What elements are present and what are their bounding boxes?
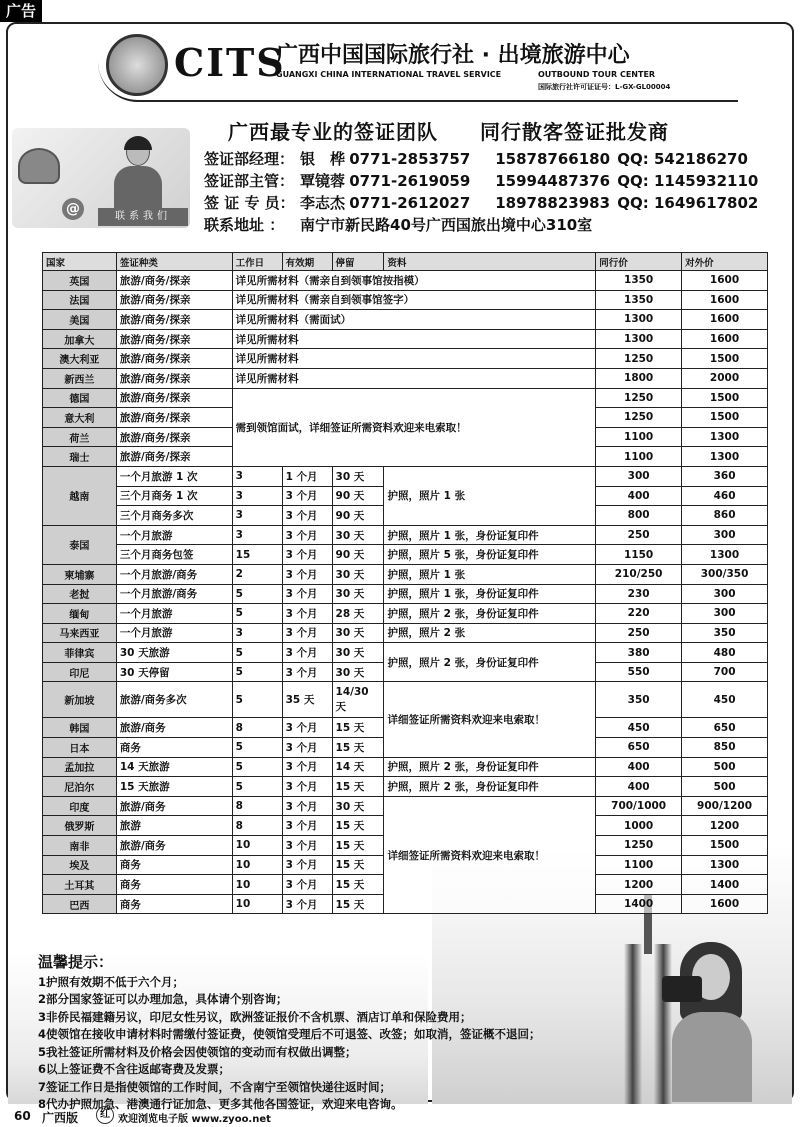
col-workdays: 工作日 bbox=[232, 253, 282, 271]
website-link[interactable]: 欢迎浏览电子版 www.zyoo.net bbox=[118, 1114, 271, 1125]
table-row: 南非 旅游/商务 10 3 个月 15 天 1250 1500 bbox=[43, 836, 768, 856]
page-footer bbox=[0, 1104, 800, 1127]
dept-name-en: OUTBOUND TOUR CENTER bbox=[538, 70, 656, 79]
slogan-1: 广西最专业的签证团队 bbox=[228, 120, 438, 144]
table-row: 日本 商务 5 3 个月 15 天 650 850 bbox=[43, 738, 768, 758]
table-row: 加拿大 旅游/商务/探亲 详见所需材料 1300 1600 bbox=[43, 329, 768, 349]
tips-section bbox=[38, 954, 541, 1114]
col-visa-type: 签证种类 bbox=[116, 253, 232, 271]
table-row: 菲律宾 30 天旅游 5 3 个月 30 天 护照，照片 2 张，身份证复印件 380 480 bbox=[43, 643, 768, 663]
page-number: 60 bbox=[14, 1109, 31, 1123]
table-header-row bbox=[43, 253, 768, 271]
col-country: 国家 bbox=[43, 253, 117, 271]
contact-us-button[interactable]: 联系我们 bbox=[98, 208, 188, 226]
tip-item: 8代办护照加急、港澳通行证加急、更多其他各国签证，欢迎来电咨询。 bbox=[38, 1097, 403, 1111]
col-documents: 资料 bbox=[384, 253, 596, 271]
col-stay: 停留 bbox=[332, 253, 384, 271]
contact-illustration bbox=[12, 128, 190, 228]
table-row: 三个月商务多次 3 3 个月 90 天 800 860 bbox=[43, 506, 768, 526]
address-row: 联系地址 ： 南宁市新民路40号广西国旅出境中心310室 bbox=[204, 216, 593, 234]
table-row: 新西兰 旅游/商务/探亲 详见所需材料 1800 2000 bbox=[43, 368, 768, 388]
telephone-icon bbox=[18, 148, 60, 184]
contact-row: 签证部经理： 银 桦 0771-2853757 15878766180 QQ: 542186270 bbox=[204, 150, 748, 168]
table-row: 越南 一个月旅游 1 次 3 1 个月 30 天 护照，照片 1 张 300 360 bbox=[43, 466, 768, 486]
table-row: 巴西 商务 10 3 个月 15 天 1400 1600 bbox=[43, 894, 768, 914]
table-row: 泰国 一个月旅游 3 3 个月 30 天 护照，照片 1 张，身份证复印件 250 300 bbox=[43, 525, 768, 545]
table-row: 澳大利亚 旅游/商务/探亲 详见所需材料 1250 1500 bbox=[43, 349, 768, 369]
ad-tag: 广告 bbox=[0, 0, 42, 22]
table-row: 马来西亚 一个月旅游 3 3 个月 30 天 护照，照片 2 张 250 350 bbox=[43, 623, 768, 643]
table-row: 孟加拉 14 天旅游 5 3 个月 14 天 护照，照片 2 张，身份证复印件 400 500 bbox=[43, 757, 768, 777]
table-row: 新加坡 旅游/商务多次 5 35 天 14/30 天 详细签证所需资料欢迎来电索取！ 350 450 bbox=[43, 682, 768, 718]
europe-note: 需到领馆面试，详细签证所需资料欢迎来电索取！ bbox=[232, 388, 596, 466]
tip-item: 7签证工作日是指使领馆的工作时间，不含南宁至领馆快递往返时间； bbox=[38, 1079, 391, 1094]
table-row: 俄罗斯 旅游 8 3 个月 15 天 1000 1200 bbox=[43, 816, 768, 836]
company-name-cn: 广西中国国际旅行社 · 出境旅游中心 bbox=[276, 43, 630, 68]
company-name-en: GUANGXI CHINA INTERNATIONAL TRAVEL SERVICE bbox=[276, 70, 502, 79]
tips-title: 温馨提示： bbox=[38, 953, 114, 971]
col-validity: 有效期 bbox=[282, 253, 332, 271]
tourist-photo bbox=[662, 942, 772, 1102]
slogan-2: 同行散客签证批发商 bbox=[480, 120, 669, 144]
table-row: 埃及 商务 10 3 个月 15 天 1100 1300 bbox=[43, 855, 768, 875]
tip-item: 3非侨民福建籍另议，印尼女性另议，欧洲签证报价不含机票、酒店订单和保险费用； bbox=[38, 1009, 472, 1024]
edition-label: 广西版 bbox=[42, 1111, 79, 1125]
logo-text: CITS bbox=[174, 40, 286, 85]
table-row: 荷兰 旅游/商务/探亲 1100 1300 bbox=[43, 427, 768, 447]
at-sign-icon: @ bbox=[62, 198, 84, 220]
table-row: 意大利 旅游/商务/探亲 1250 1500 bbox=[43, 408, 768, 428]
visa-price-table bbox=[42, 252, 768, 914]
tip-item: 2部分国家签证可以办理加急，具体请个别咨询； bbox=[38, 992, 288, 1006]
table-row: 法国 旅游/商务/探亲 详见所需材料（需亲自到领事馆签字） 1350 1600 bbox=[43, 290, 768, 310]
table-row: 土耳其 商务 10 3 个月 15 天 1200 1400 bbox=[43, 875, 768, 895]
table-row: 美国 旅游/商务/探亲 详见所需材料（需面试） 1300 1600 bbox=[43, 310, 768, 330]
tip-item: 5我社签证所需材料及价格会因使领馆的变动而有权做出调整； bbox=[38, 1044, 357, 1059]
table-row: 柬埔寨 一个月旅游/商务 2 3 个月 30 天 护照，照片 1 张 210/250 300/350 bbox=[43, 564, 768, 584]
table-row: 印度 旅游/商务 8 3 个月 30 天 详细签证所需资料欢迎来电索取！ 700/1000 900/1200 bbox=[43, 796, 768, 816]
tip-item: 6以上签证费不含往返邮寄费及发票； bbox=[38, 1062, 230, 1076]
table-row: 英国 旅游/商务/探亲 详见所需材料（需亲自到领事馆按指模） 1350 1600 bbox=[43, 271, 768, 291]
table-row: 瑞士 旅游/商务/探亲 1100 1300 bbox=[43, 447, 768, 467]
table-row: 三个月商务包签 15 3 个月 90 天 护照，照片 5 张，身份证复印件 1150 1300 bbox=[43, 545, 768, 565]
col-retail-price: 对外价 bbox=[682, 253, 768, 271]
table-row: 三个月商务 1 次 3 3 个月 90 天 400 460 bbox=[43, 486, 768, 506]
table-row: 尼泊尔 15 天旅游 5 3 个月 15 天 护照，照片 2 张，身份证复印件 400 500 bbox=[43, 777, 768, 797]
table-row: 德国 旅游/商务/探亲 需到领馆面试，详细签证所需资料欢迎来电索取！ 1250 1500 bbox=[43, 388, 768, 408]
tip-item: 4使领馆在接收申请材料时需缴付签证费，使领馆受理后不可退签、改签；如取消，签证概不退回； bbox=[38, 1027, 541, 1041]
ad-frame bbox=[6, 22, 794, 1111]
table-row: 缅甸 一个月旅游 5 3 个月 28 天 护照，照片 2 张，身份证复印件 220 300 bbox=[43, 604, 768, 624]
camera-icon bbox=[662, 976, 702, 1002]
table-row: 印尼 30 天停留 5 3 个月 30 天 550 700 bbox=[43, 662, 768, 682]
hong-badge-icon: 红 bbox=[96, 1106, 114, 1124]
table-row: 老挝 一个月旅游/商务 5 3 个月 30 天 护照，照片 1 张，身份证复印件 230 300 bbox=[43, 584, 768, 604]
col-peer-price: 同行价 bbox=[596, 253, 682, 271]
slogan bbox=[228, 116, 711, 145]
tip-item: 1护照有效期不低于六个月； bbox=[38, 974, 185, 989]
cits-globe-logo-icon bbox=[106, 34, 168, 96]
header bbox=[98, 30, 738, 102]
table-row: 韩国 旅游/商务 8 3 个月 15 天 450 650 bbox=[43, 718, 768, 738]
license-number: 国际旅行社许可证证号：L-GX-GL00004 bbox=[538, 83, 671, 91]
contact-row: 签证部主管： 覃镜蓉 0771-2619059 15994487376 QQ: 1145932110 bbox=[204, 172, 759, 190]
contact-list bbox=[204, 148, 758, 236]
contact-row: 签 证 专 员： 李志杰 0771-2612027 18978823983 QQ: 1649617802 bbox=[204, 194, 759, 212]
